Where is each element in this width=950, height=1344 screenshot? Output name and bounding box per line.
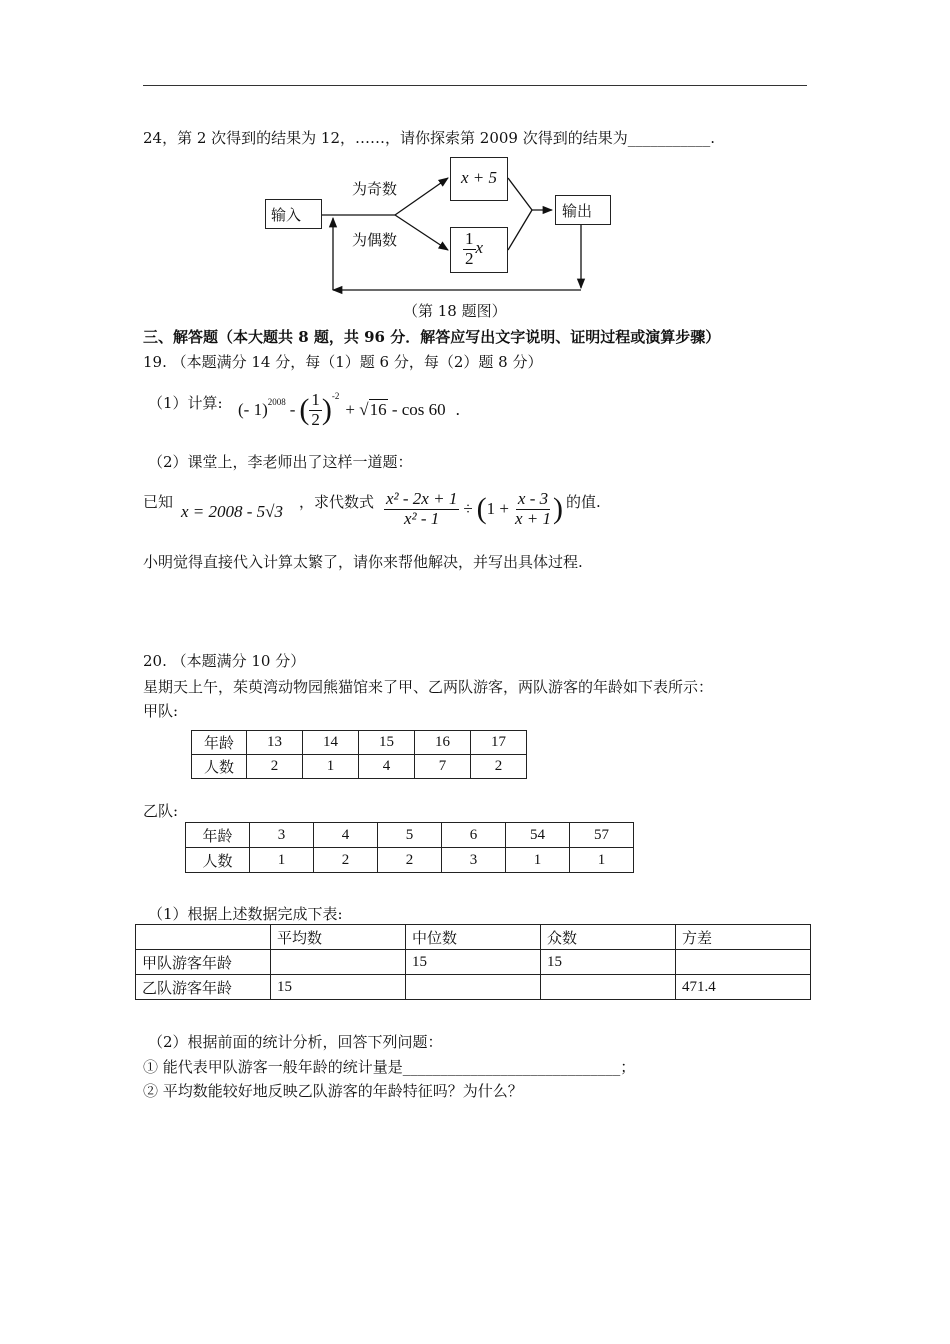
q19-x-value: x = 2008 - 5√3 — [181, 502, 284, 521]
flow-input-box: 输入 — [265, 199, 322, 229]
table-row: 年龄 13 14 15 16 17 — [192, 731, 527, 755]
table-row: 甲队游客年龄 15 15 — [136, 950, 811, 975]
q20-intro: 星期天上午，茱萸湾动物园熊猫馆来了甲、乙两队游客，两队游客的年龄如下表所示： — [143, 678, 714, 696]
team-b-label: 乙队: — [143, 802, 179, 820]
q19-ask: ，求代数式 — [299, 493, 375, 511]
team-a-label: 甲队: — [143, 702, 179, 720]
flow-odd-label: 为奇数 — [352, 180, 398, 198]
arrow-to-odd — [395, 178, 448, 215]
arrow-to-even — [395, 215, 448, 250]
q19-part1-label: （1）计算: — [148, 394, 223, 412]
q18-answer-line: 24，第 2 次得到的结果为 12，……，请你探索第 2009 次得到的结果为___________. — [143, 129, 716, 147]
q18-caption: （第 18 题图） — [403, 302, 507, 320]
flow-odd-box: x + 5 — [450, 157, 508, 201]
merge-top — [508, 178, 532, 210]
team-b-table — [185, 822, 634, 873]
table-row: 乙队游客年龄 15 471.4 — [136, 975, 811, 1000]
table-row: 平均数 中位数 众数 方差 — [136, 925, 811, 950]
q19-value-text: 的值. — [566, 493, 601, 511]
q20-part2-q1: ① 能代表甲队游客一般年龄的统计量是_____________________________； — [143, 1058, 636, 1076]
q19-title: 19. （本题满分 14 分，每（1）题 6 分，每（2）题 8 分） — [143, 353, 543, 371]
q19-part1-expression: (- 1) $^{2008}$ - ( $\frac{1}{2}$ ) $^{-2}$ + √16 - cos 60 . — [238, 389, 460, 429]
table-row: 人数 2 1 4 7 2 — [192, 755, 527, 779]
table-row: 人数 1 2 2 3 1 1 — [186, 848, 634, 873]
flow-output-box: 输出 — [555, 195, 611, 225]
table-row: 年龄 3 4 5 6 54 57 — [186, 823, 634, 848]
section-heading: 三、解答题（本大题共 8 题，共 96 分．解答应写出文字说明、证明过程或演算步骤） — [143, 328, 721, 346]
top-rule — [143, 85, 807, 86]
flow-even-box: $\frac{1}{2}$ x — [450, 227, 508, 273]
q20-part1-label: （1）根据上述数据完成下表: — [148, 905, 343, 923]
q19-part2-expression: $\frac{\text{x² - 2x + 1}}{\text{x² - 1}}$ ÷ ( 1 + $\frac{x - 3}{x + 1}$ ) — [386, 488, 564, 528]
stats-table — [135, 924, 811, 1000]
merge-bottom — [508, 210, 532, 250]
team-a-table — [191, 730, 527, 779]
q19-note: 小明觉得直接代入计算太繁了，请你来帮他解决，并写出具体过程. — [143, 553, 583, 571]
q19-known: 已知 — [143, 493, 174, 511]
q20-part2-label: （2）根据前面的统计分析，回答下列问题： — [148, 1033, 443, 1051]
q20-title: 20. （本题满分 10 分） — [143, 652, 306, 670]
q20-part2-q2: ② 平均数能较好地反映乙队游客的年龄特征吗？为什么？ — [143, 1082, 523, 1100]
q19-part2-label: （2）课堂上，李老师出了这样一道题： — [148, 453, 413, 471]
flow-even-label: 为偶数 — [352, 231, 398, 249]
